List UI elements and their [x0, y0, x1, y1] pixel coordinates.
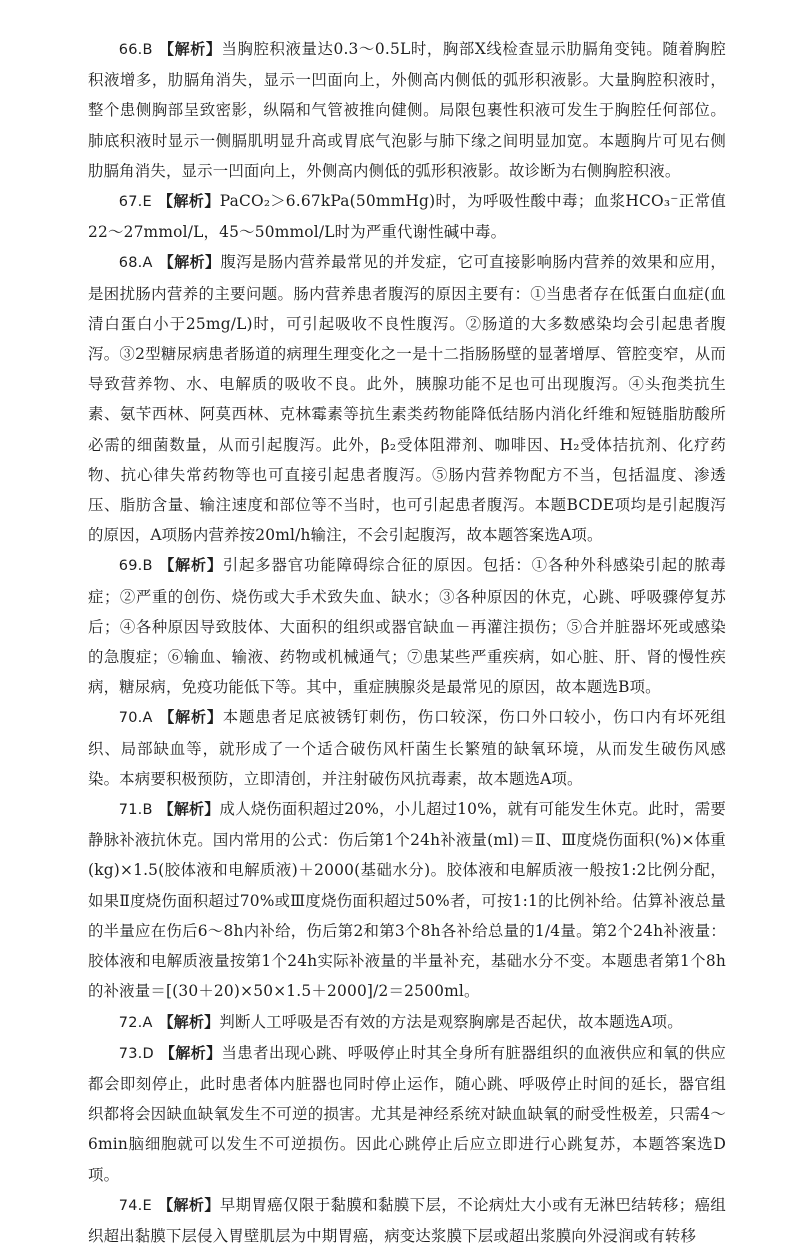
analysis-text: PaCO₂＞6.67kPa(50mmHg)时，为呼吸性酸中毒；血浆HCO₃⁻正常值22～27mmol/L，45～50mmol/L时为严重代谢性碱中毒。 [88, 192, 726, 242]
analysis-label: 【解析】 [158, 708, 223, 727]
analysis-text: 成人烧伤面积超过20%，小儿超过10%，就有可能发生休克。此时，需要静脉补液抗休克。国内常用的公式：伤后第1个24h补液量(ml)＝Ⅱ、Ⅲ度烧伤面积(%)×体重(kg)×1.5(胶体液和电解质液)＋2000(基础水分)。胶体液和电解质液一般按1:2比例分配，如果Ⅱ度烧伤面积超过70%或Ⅲ度烧伤面积超过50%者，可按1:1的比例补给。估算补液总量的半量应在伤后6～8h内补给，伤后第2和第3个8h各补给总量的1/4量。第2个24h补液量：胶体液和电解质液量按第1个24h实际补液量的半量补充，基础水分不变。本题患者第1个8h的补液量＝[(30＋20)×50×1.5＋2000]/2＝2500ml。 [88, 800, 726, 1001]
answer-entry-69 [88, 550, 726, 702]
answer-entry-66 [88, 34, 726, 186]
analysis-label: 【解析】 [158, 253, 221, 272]
analysis-text: 当患者出现心跳、呼吸停止时其全身所有脏器组织的血液供应和氧的供应都会即刻停止，此时患者体内脏器也同时停止运作，随心跳、呼吸停止时间的延长，器官组织都将会因缺血缺氧发生不可逆的损害。尤其是神经系统对缺血缺氧的耐受性极差，只需4～6min脑细胞就可以发生不可逆损伤。因此心跳停止后应立即进行心跳复苏，本题答案选D项。 [88, 1043, 726, 1184]
question-number: 67.E [118, 194, 152, 211]
question-number: 73.D [118, 1045, 154, 1062]
analysis-label: 【解析】 [157, 192, 220, 211]
analysis-label: 【解析】 [159, 1043, 222, 1062]
analysis-text: 当胸腔积液量达0.3～0.5L时，胸部X线检查显示肋膈角变钝。随着胸腔积液增多，肋膈角消失，显示一凹面向上，外侧高内侧低的弧形积液影。大量胸腔积液时，整个患侧胸部呈致密影，纵隔和气管被推向健侧。局限包裹性积液可发生于胸腔任何部位。肺底积液时显示一侧膈肌明显升高或胃底气泡影与肺下缘之间明显加宽。本题胸片可见右侧肋膈角消失，显示一凹面向上，外侧高内侧低的弧形积液影。故诊断为右侧胸腔积液。 [88, 40, 726, 180]
question-number: 68.A [118, 255, 153, 272]
analysis-label: 【解析】 [158, 800, 220, 819]
question-number: 66.B [118, 42, 153, 58]
question-number: 69.B [118, 558, 153, 575]
answer-entry-70 [88, 702, 726, 794]
answer-entry-67 [88, 186, 726, 247]
analysis-text: 本题患者足底被锈钉刺伤，伤口较深，伤口外口较小，伤口内有坏死组织、局部缺血等，就形成了一个适合破伤风杆菌生长繁殖的缺氧环境，从而发生破伤风感染。本病要积极预防，立即清创，并注射破伤风抗毒素，故本题选A项。 [88, 708, 726, 788]
analysis-text: 判断人工呼吸是否有效的方法是观察胸廓是否起伏，故本题选A项。 [219, 1012, 683, 1031]
question-number: 72.A [118, 1014, 153, 1031]
analysis-text: 腹泻是肠内营养最常见的并发症，它可直接影响肠内营养的效果和应用，是困扰肠内营养的主要问题。肠内营养患者腹泻的原因主要有：①当患者存在低蛋白血症(血清白蛋白小于25mg/L)时，可引起吸收不良性腹泻。②肠道的大多数感染均会引起患者腹泻。③2型糖尿病患者肠道的病理生理变化之一是十二指肠肠壁的显著增厚、管腔变窄，从而导致营养物、水、电解质的吸收不良。此外，胰腺功能不足也可出现腹泻。④头孢类抗生素、氨苄西林、阿莫西林、克林霉素等抗生素类药物能降低结肠内消化纤维和短链脂肪酸所必需的细菌数量，从而引起腹泻。此外，β₂受体阻滞剂、咖啡因、H₂受体拮抗剂、化疗药物、抗心律失常药物等也可直接引起患者腹泻。⑤肠内营养物配方不当，包括温度、渗透压、脂肪含量、输注速度和部位等不当时，也可引起患者腹泻。本题BCDE项均是引起腹泻的原因，A项肠内营养按20ml/h输注，不会引起腹泻，故本题答案选A项。 [88, 253, 727, 545]
analysis-label: 【解析】 [158, 40, 222, 58]
analysis-label: 【解析】 [157, 1195, 220, 1214]
question-number: 71.B [118, 802, 153, 819]
analysis-label: 【解析】 [158, 556, 223, 575]
answer-entry-71 [88, 794, 726, 1006]
answer-entry-68 [88, 247, 726, 550]
analysis-label: 【解析】 [158, 1012, 220, 1031]
question-number: 74.E [118, 1197, 152, 1214]
analysis-text: 引起多器官功能障碍综合征的原因。包括：①各种外科感染引起的脓毒症；②严重的创伤、烧伤或大手术致失血、缺水；③各种原因的休克，心跳、呼吸骤停复苏后；④各种原因导致肢体、大面积的组织或器官缺血－再灌注损伤；⑤合并脏器坏死或感染的急腹症；⑥输血、输液、药物或机械通气；⑦患某些严重疾病，如心脏、肝、肾的慢性疾病，糖尿病，免疫功能低下等。其中，重症胰腺炎是最常见的原因，故本题选B项。 [88, 556, 726, 697]
answer-entry-72 [88, 1007, 726, 1038]
answer-entry-74 [88, 1190, 726, 1251]
analysis-text: 早期胃癌仅限于黏膜和黏膜下层，不论病灶大小或有无淋巴结转移；癌组织超出黏膜下层侵入胃壁肌层为中期胃癌，病变达浆膜下层或超出浆膜向外浸润或有转移 [88, 1195, 726, 1245]
answer-entry-73 [88, 1038, 726, 1190]
question-number: 70.A [118, 710, 153, 727]
